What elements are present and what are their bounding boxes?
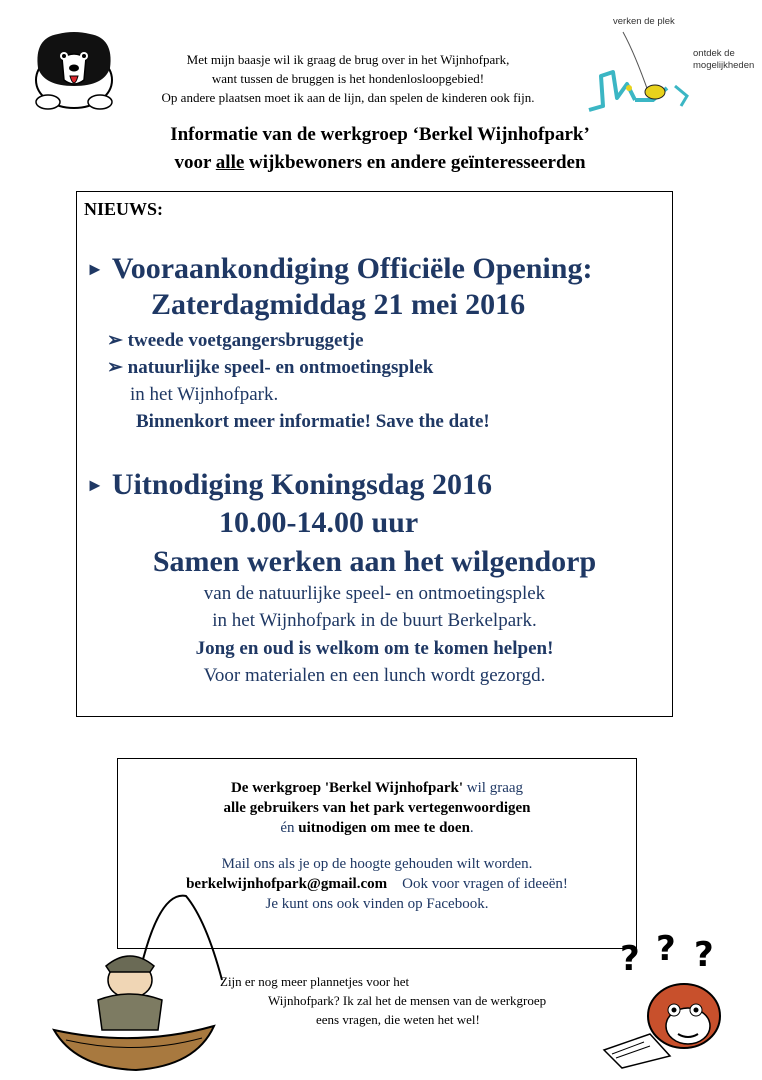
heading-line-2-pre: voor <box>174 152 216 173</box>
item2-desc-1: van de natuurlijke speel- en ontmoetingsplek <box>203 583 546 604</box>
intro-line-3: Op andere plaatsen moet ik aan de lijn, dan spelen de kinderen ook fijn. <box>161 90 535 105</box>
info-line-1-bold: De werkgroep 'Berkel Wijnhofpark' <box>230 780 464 796</box>
fisherman-illustration <box>46 880 226 1080</box>
info-line-6: Je kunt ons ook vinden op Facebook. <box>265 896 489 912</box>
info-line-5-rest: Ook voor vragen of ideeën! <box>402 876 568 892</box>
info-line-3-bold: uitnodigen om mee te doen <box>298 820 470 836</box>
item1-location: in het Wijnhofpark. <box>130 384 279 405</box>
bottom-line-2: Wijnhofpark? Ik zal het de mensen van de werkgroep <box>268 993 547 1008</box>
project-logo <box>583 14 758 119</box>
heading-line-1: Informatie van de werkgroep ‘Berkel Wijnhofpark’ <box>170 124 590 145</box>
intro-line-2: want tussen de bruggen is het hondenlosloopgebied! <box>211 71 485 86</box>
logo-text-verken: verken de plek <box>613 16 675 27</box>
triangle-bullet-icon: ► <box>86 259 104 279</box>
question-mark-icon: ? <box>620 939 640 979</box>
dog-intro-text <box>118 50 578 107</box>
question-mark-icon: ? <box>656 930 676 969</box>
info-line-2: alle gebruikers van het park vertegenwoordigen <box>223 800 531 816</box>
reading-dog-illustration <box>600 930 740 1070</box>
arrow-bullet-icon: ➢ <box>107 357 123 378</box>
triangle-bullet-icon: ► <box>86 475 104 495</box>
item1-bullet-1-text: tweede voetgangersbruggetje <box>127 330 364 351</box>
question-mark-icon: ? <box>694 935 714 975</box>
info-line-1 <box>117 778 637 798</box>
heading-line-2 <box>60 149 700 177</box>
logo-graphic <box>583 14 758 119</box>
dog-illustration <box>28 28 120 112</box>
heading-underlined-word: alle <box>215 152 245 173</box>
item2-desc-2: in het Wijnhofpark in de buurt Berkelpark. <box>212 610 537 631</box>
item2-lunch: Voor materialen en een lunch wordt gezorgd. <box>203 665 546 686</box>
bottom-line-3: eens vragen, die weten het wel! <box>316 1012 480 1027</box>
item1-note: Binnenkort meer informatie! Save the date! <box>136 411 490 432</box>
intro-line-1: Met mijn baasje wil ik graag de brug over in het Wijnhofpark, <box>186 52 510 67</box>
info-line-3-pre: én <box>280 820 299 836</box>
item1-title-row <box>86 251 592 287</box>
item1-bullet-2 <box>107 356 433 379</box>
logo-text-mogelijkheden: mogelijkheden <box>693 60 755 71</box>
bottom-line-1: Zijn er nog meer plannetjes voor het <box>220 974 410 989</box>
item2-title: Uitnodiging Koningsdag 2016 <box>111 468 492 501</box>
info-line-1-rest: wil graag <box>463 780 524 796</box>
item1-bullet-1 <box>107 329 364 352</box>
item1-bullet-2-text: natuurlijke speel- en ontmoetingsplek <box>127 357 434 378</box>
main-heading <box>60 121 700 177</box>
arrow-bullet-icon: ➢ <box>107 330 123 351</box>
news-label: NIEUWS: <box>84 199 164 219</box>
heading-line-2-post: wijkbewoners en andere geïnteresseerden <box>244 152 586 173</box>
info-line-3 <box>117 818 637 838</box>
info-line-3-post: . <box>469 820 474 836</box>
item2-welcome: Jong en oud is welkom om te komen helpen! <box>195 638 554 659</box>
item2-time: 10.00-14.00 uur <box>219 506 419 539</box>
item2-subtitle: Samen werken aan het wilgendorp <box>152 545 597 578</box>
item1-subtitle: Zaterdagmiddag 21 mei 2016 <box>151 288 526 321</box>
item1-title: Vooraankondiging Officiële Opening: <box>111 252 593 285</box>
bottom-text <box>220 972 610 1029</box>
item2-title-row <box>86 467 492 503</box>
email-link[interactable]: berkelwijnhofpark@gmail.com <box>186 876 388 892</box>
info-line-4: Mail ons als je op de hoogte gehouden wilt worden. <box>221 856 533 872</box>
logo-text-ontdek: ontdek de <box>693 48 735 59</box>
